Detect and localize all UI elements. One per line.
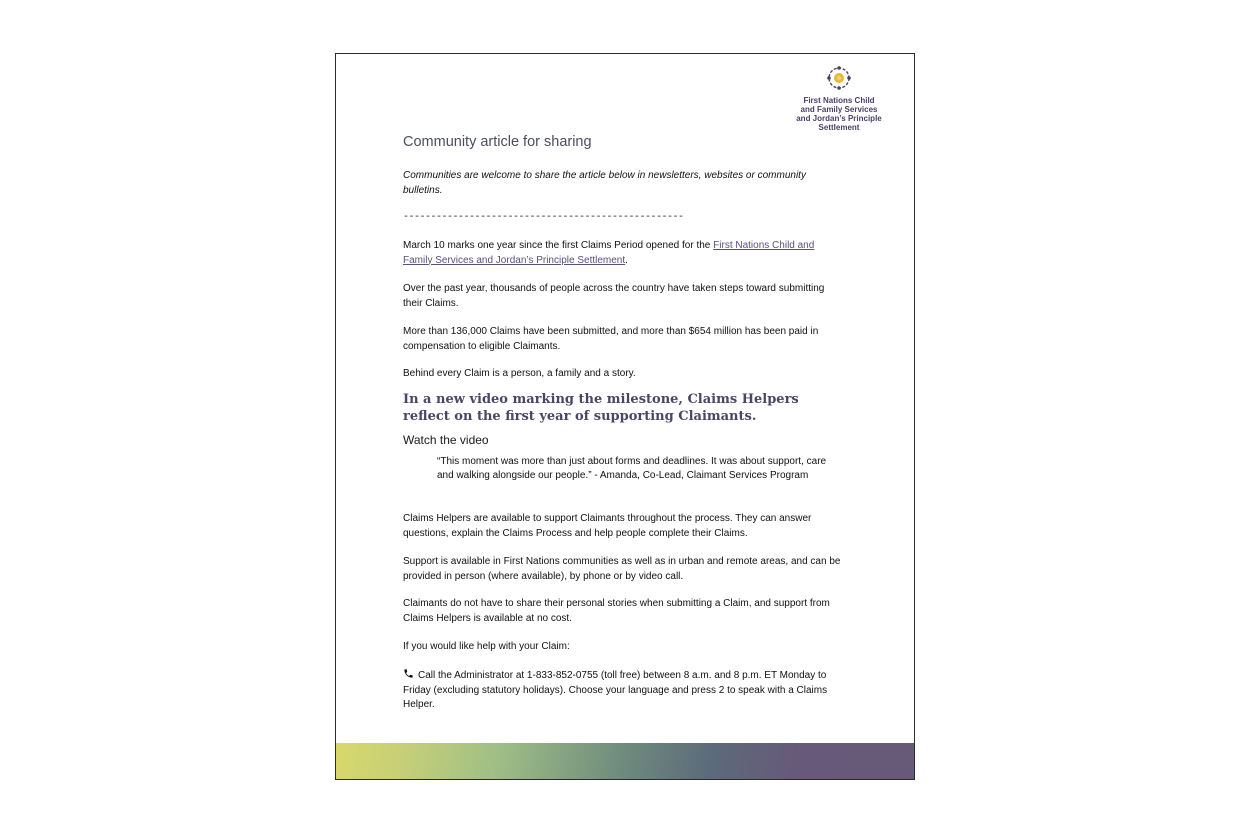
phone-icon bbox=[403, 668, 414, 679]
paragraph-claims-stats: More than 136,000 Claims have been submitted, and more than $654 million has been paid in compensation to eligible Claimants. bbox=[403, 326, 819, 352]
paragraph-past-year: Over the past year, thousands of people across the country have taken steps toward submitting their Claims. bbox=[403, 283, 825, 309]
article-heading: Community article for sharing bbox=[403, 134, 592, 150]
quote-block: “This moment was more than just about forms and deadlines. It was about support, care and walking alongside our people.” - Amanda, Co-Lead, Claimant Services Program bbox=[437, 456, 827, 481]
video-heading: In a new video marking the milestone, Claims Helpers reflect on the first year of supporting Claimants. bbox=[403, 392, 799, 424]
paragraph-anniversary-end: . bbox=[625, 254, 628, 266]
paragraph-call-administrator bbox=[403, 668, 843, 713]
paragraph-help-intro: If you would like help with your Claim: bbox=[403, 641, 570, 652]
article-intro: Communities are welcome to share the article below in newsletters, websites or community bulletins. bbox=[403, 170, 806, 196]
settlement-logo-icon bbox=[826, 65, 852, 91]
paragraph-anniversary-text: March 10 marks one year since the first Claims Period opened for the bbox=[403, 240, 714, 251]
document-page bbox=[335, 53, 915, 780]
paragraph-claims-helpers: Claims Helpers are available to support Claimants throughout the process. They can answer questions, explain the Claims Process and help people complete their Claims. bbox=[403, 513, 812, 539]
paragraph-behind-every-claim: Behind every Claim is a person, a family and a story. bbox=[403, 368, 636, 379]
settlement-link[interactable]: First Nations Child and Family Services and Jordan’s Principle Settlement bbox=[403, 240, 815, 266]
paragraph-support-available: Support is available in First Nations communities as well as in urban and remote areas, and can be provided in person (where available), by phone or by video call. bbox=[403, 556, 841, 582]
paragraph-anniversary bbox=[403, 239, 843, 268]
footer-gradient-band bbox=[336, 743, 914, 779]
logo-text: First Nations Child and Family Services and Jordan’s Principle Settlement bbox=[796, 96, 882, 132]
divider-line: --------------------------------------------------- bbox=[403, 212, 684, 223]
settlement-logo bbox=[784, 65, 894, 132]
watch-video-link[interactable]: Watch the video bbox=[403, 433, 489, 447]
call-administrator-text: Call the Administrator at 1-833-852-0755 (toll free) between 8 a.m. and 8 p.m. ET Monday to Friday (excluding statutory holidays). Choose your language and press 2 to speak with a Claims Helper. bbox=[403, 670, 828, 710]
paragraph-personal-stories: Claimants do not have to share their personal stories when submitting a Claim, and support from Claims Helpers is available at no cost. bbox=[403, 598, 830, 624]
